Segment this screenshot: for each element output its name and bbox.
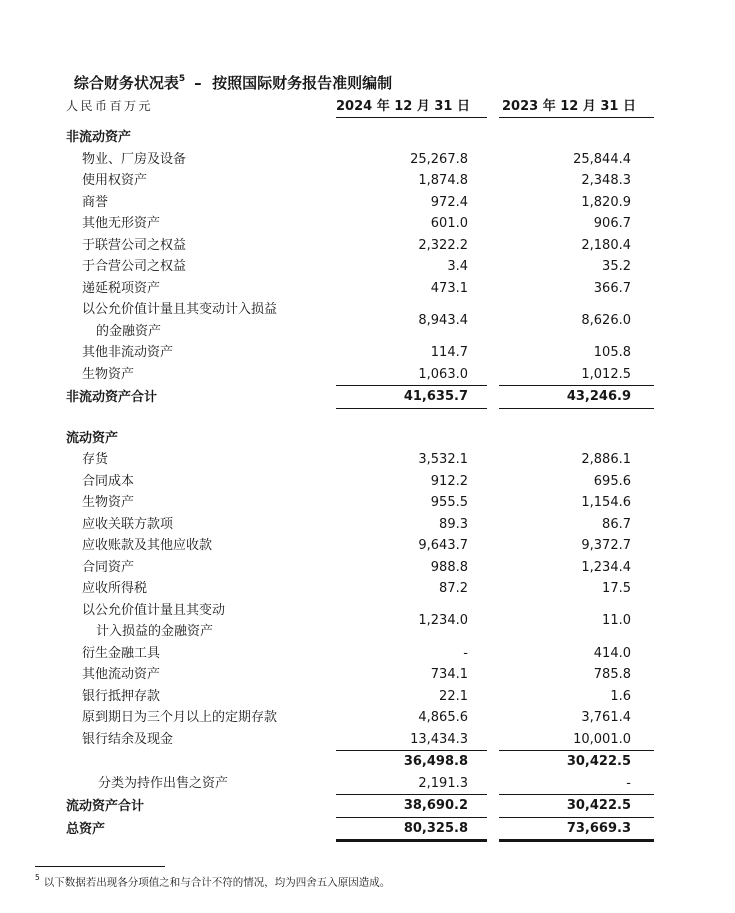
row-label: 应收关联方款项 (82, 516, 174, 532)
column-gap (487, 192, 499, 214)
row-label: 合同资产 (82, 559, 135, 575)
row-label: 物业、厂房及设备 (82, 151, 187, 167)
header-spacer (66, 118, 654, 128)
value-2023: 906.7 (593, 216, 631, 231)
table-row (66, 471, 654, 493)
value-2024: 955.5 (430, 495, 468, 510)
row-label: 使用权资产 (82, 173, 148, 188)
spacer-cell (66, 408, 654, 428)
column-gap (487, 817, 499, 841)
table-row (66, 386, 654, 409)
value-2024 (336, 428, 487, 450)
row-label: 应收账款及其他应收款 (82, 538, 213, 553)
column-gap (487, 386, 499, 409)
column-gap (487, 471, 499, 493)
value-2024: 2,191.3 (336, 773, 487, 795)
column-gap (487, 364, 499, 386)
table-row (66, 170, 654, 192)
value-2024 (336, 127, 487, 149)
row-label: 生物资产 (82, 367, 135, 382)
row-label: 原到期日为三个月以上的定期存款 (82, 710, 278, 725)
footnote-marker: 5 (35, 873, 40, 882)
value-2023: 695.6 (593, 473, 631, 489)
column-gap (487, 643, 499, 665)
value-2024: 9,643.7 (418, 538, 468, 553)
column-header-2024: 2024 年 12 月 31 日 (336, 92, 487, 118)
column-gap (487, 342, 499, 364)
value-2023 (499, 428, 654, 450)
table-row (66, 817, 654, 841)
table-row (66, 342, 654, 364)
footnote-divider (35, 866, 165, 867)
value-2023: 30,422.5 (499, 795, 654, 818)
column-gap (487, 773, 499, 795)
row-label: 递延税项资产 (82, 280, 161, 296)
row-label-line2: 的金融资产 (96, 323, 162, 339)
value-2023: 86.7 (602, 516, 631, 532)
value-2024: 13,434.3 (336, 729, 487, 751)
value-2024: 988.8 (430, 559, 468, 575)
column-gap (487, 729, 499, 751)
value-2023 (499, 127, 654, 149)
value-2024: 1,874.8 (418, 173, 468, 188)
value-2023: 1.6 (610, 688, 631, 704)
column-header-2023: 2023 年 12 月 31 日 (499, 92, 654, 118)
table-row (66, 428, 654, 450)
row-label: 总资产 (66, 822, 106, 837)
title-text: 综合财务状况表 (73, 74, 179, 92)
footnote-text (35, 872, 705, 890)
value-2023: 30,422.5 (566, 754, 631, 769)
row-label: 存货 (82, 452, 109, 467)
value-2024: 25,267.8 (410, 151, 468, 167)
column-gap (487, 795, 499, 818)
column-gap (487, 449, 499, 471)
value-2024: 2,322.2 (418, 237, 468, 253)
column-gap (487, 170, 499, 192)
table-row (66, 773, 654, 795)
title-subtitle: – 按照国际财务报告准则编制 (194, 74, 393, 92)
row-label (66, 299, 336, 342)
value-2023: 2,180.4 (581, 237, 631, 253)
value-2023: 1,154.6 (581, 495, 631, 510)
table-row (66, 664, 654, 686)
value-2024: 1,063.0 (336, 364, 487, 386)
row-label: 流动资产合计 (66, 798, 145, 814)
table-row (66, 213, 654, 235)
table-row (66, 256, 654, 278)
value-2023: 3,761.4 (581, 710, 631, 725)
spacer-row (66, 408, 654, 428)
value-2023: 1,012.5 (499, 364, 654, 386)
table-row (66, 686, 654, 708)
value-2023: 2,886.1 (581, 452, 631, 467)
value-2024: 36,498.8 (403, 754, 468, 769)
value-2023: 1,234.4 (581, 559, 631, 575)
column-gap (487, 213, 499, 235)
table-row (66, 492, 654, 514)
value-2024: 734.1 (430, 667, 468, 682)
row-label-line1: 以公允价值计量且其变动 (82, 602, 226, 618)
value-2024: 114.7 (430, 345, 468, 360)
value-2024: 87.2 (439, 581, 468, 596)
row-label: 非流动资产合计 (66, 389, 158, 405)
column-gap (487, 127, 499, 149)
column-gap (487, 256, 499, 278)
table-row (66, 364, 654, 386)
table-row (66, 299, 654, 342)
value-2024: 22.1 (439, 688, 468, 704)
table-row (66, 127, 654, 149)
value-2023: 8,626.0 (581, 312, 631, 328)
value-2023: - (499, 773, 654, 795)
value-2024: 912.2 (430, 473, 468, 489)
table-row (66, 449, 654, 471)
value-2024: 8,943.4 (418, 312, 468, 328)
financial-position-table (66, 92, 654, 842)
row-label-line2: 计入损益的金融资产 (96, 624, 214, 639)
column-gap (487, 235, 499, 257)
value-2024: - (463, 645, 468, 661)
row-label: 于合营公司之权益 (82, 259, 187, 274)
row-label: 其他流动资产 (82, 667, 161, 682)
row-label: 其他非流动资产 (82, 345, 174, 360)
column-gap (487, 557, 499, 579)
table-row (66, 514, 654, 536)
value-2023: 35.2 (602, 259, 631, 274)
title-footnote-marker: 5 (178, 74, 186, 84)
table-row (66, 795, 654, 818)
table-row (66, 751, 654, 773)
row-label: 非流动资产 (66, 130, 132, 145)
value-2023: 9,372.7 (581, 538, 631, 553)
value-2024: 89.3 (439, 516, 468, 532)
value-2023: 366.7 (593, 280, 631, 296)
row-label: 流动资产 (66, 430, 119, 446)
value-2024: 3,532.1 (418, 452, 468, 467)
table-row (66, 578, 654, 600)
column-gap (487, 514, 499, 536)
table-row (66, 235, 654, 257)
row-label: 分类为持作出售之资产 (98, 776, 229, 791)
value-2023: 785.8 (593, 667, 631, 682)
row-label: 其他无形资产 (82, 216, 161, 231)
column-gap (487, 707, 499, 729)
table-row (66, 535, 654, 557)
row-label: 生物资产 (82, 495, 135, 510)
column-gap (487, 535, 499, 557)
unit-label: 人民币百万元 (66, 98, 154, 113)
value-2023: 25,844.4 (573, 151, 631, 167)
value-2024: 473.1 (430, 280, 468, 296)
value-2023: 1,820.9 (581, 194, 631, 210)
value-2024: 3.4 (447, 259, 468, 274)
column-gap (487, 278, 499, 300)
table-header-row (66, 92, 654, 118)
table-row (66, 149, 654, 171)
column-gap (487, 578, 499, 600)
column-gap (487, 492, 499, 514)
value-2024: 80,325.8 (336, 817, 487, 841)
row-label: 应收所得税 (82, 581, 148, 596)
column-gap (487, 92, 499, 118)
row-label: 衍生金融工具 (82, 645, 161, 661)
table-row (66, 707, 654, 729)
table-row (66, 729, 654, 751)
column-gap (487, 299, 499, 342)
value-2024: 972.4 (430, 194, 468, 210)
row-label: 银行抵押存款 (82, 688, 161, 704)
value-2023: 73,669.3 (499, 817, 654, 841)
column-gap (487, 751, 499, 773)
row-label (66, 600, 336, 643)
column-gap (487, 600, 499, 643)
row-label: 于联营公司之权益 (82, 237, 187, 253)
value-2023: 2,348.3 (581, 173, 631, 188)
table-row (66, 557, 654, 579)
table-row (66, 600, 654, 643)
column-gap (487, 149, 499, 171)
row-label-line1: 以公允价值计量且其变动计入损益 (82, 302, 278, 317)
value-2024: 4,865.6 (418, 710, 468, 725)
value-2023: 11.0 (602, 613, 631, 629)
footnote-body: 以下数据若出现各分项值之和与合计不符的情况，均为四舍五入原因造成。 (43, 876, 391, 889)
value-2023: 414.0 (593, 645, 631, 661)
row-label: 银行结余及现金 (82, 732, 174, 747)
value-2024: 601.0 (430, 216, 468, 231)
value-2024: 1,234.0 (418, 613, 468, 629)
value-2024: 41,635.7 (336, 386, 487, 409)
value-2023: 105.8 (593, 345, 631, 360)
table-row (66, 278, 654, 300)
row-label: 合同成本 (82, 473, 135, 489)
value-2023: 17.5 (602, 581, 631, 596)
footnote (35, 866, 705, 890)
column-gap (487, 428, 499, 450)
value-2024: 38,690.2 (336, 795, 487, 818)
row-label (66, 751, 336, 773)
table-row (66, 643, 654, 665)
column-gap (487, 664, 499, 686)
row-label: 商誉 (82, 194, 109, 210)
table-row (66, 192, 654, 214)
column-gap (487, 686, 499, 708)
value-2023: 43,246.9 (499, 386, 654, 409)
value-2023: 10,001.0 (499, 729, 654, 751)
